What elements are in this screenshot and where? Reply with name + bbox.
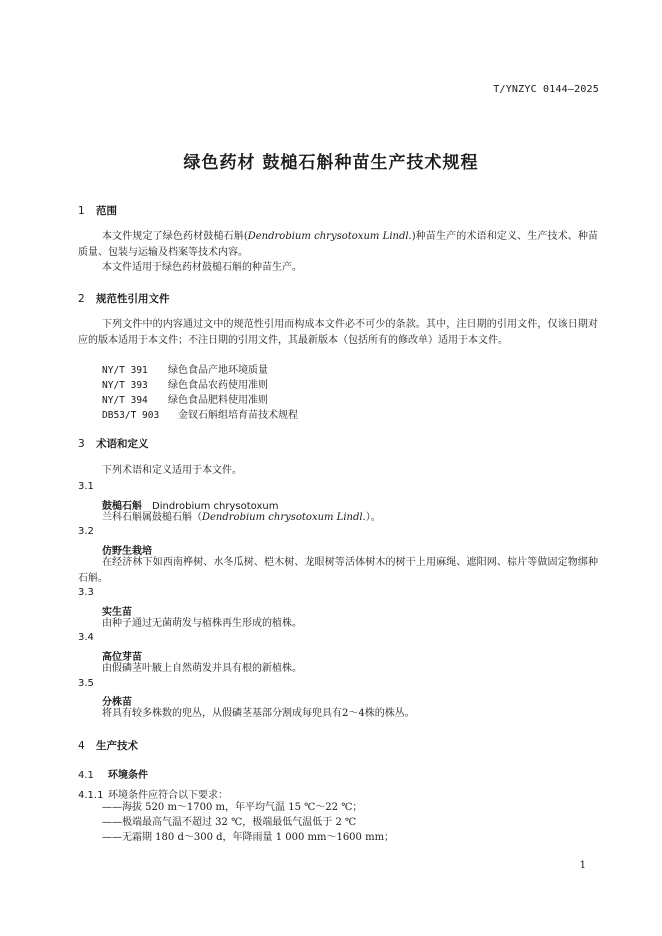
subsection-heading: 4.1 环境条件	[78, 770, 148, 781]
term-number: 3.2	[78, 526, 94, 537]
section-number: 2	[78, 293, 85, 305]
document-title: 绿色药材 鼓槌石斛种苗生产技术规程	[183, 153, 479, 173]
term-name: 分株苗	[102, 697, 132, 708]
page-number: 1	[579, 860, 586, 871]
term-number: 3.3	[78, 587, 94, 598]
term-name: 高位芽苗	[102, 652, 142, 663]
section-2-heading	[78, 291, 170, 306]
section-1-heading	[78, 203, 117, 218]
section-1-paragraph-1: 本文件规定了绿色药材鼓槌石斛(Dendrobium chrysotoxum Lindl.)种苗生产的术语和定义、生产技术、种苗质量、包装与运输及档案等技术内容。	[78, 231, 599, 258]
section-number: 4	[78, 740, 85, 752]
section-number: 3	[78, 438, 85, 450]
term-definition: 将具有较多株数的兜丛，从假磷茎基部分割成每兜具有2～4株的株丛。	[102, 708, 415, 719]
list-item: ——无霜期 180 d～300 d，年降雨量 1 000 mm～1600 mm；	[102, 832, 395, 843]
term-definition: 在经济林下如西南桦树、水冬瓜树、桤木树、龙眼树等活体树木的树干上用麻绳、遮阳网、棕片等做固定物绑种石斛。	[78, 557, 598, 584]
section-title: 范围	[96, 205, 117, 217]
section-title: 生产技术	[96, 740, 138, 752]
section-4-heading	[78, 738, 138, 753]
term-name: 鼓槌石斛 Dindrobium chrysotoxum	[102, 501, 279, 512]
section-3-heading	[78, 436, 149, 451]
section-title: 规范性引用文件	[96, 293, 170, 305]
list-item: ——极端最高气温不超过 32 ℃，极端最低气温低于 2 ℃	[102, 817, 357, 828]
term-number: 3.4	[78, 632, 94, 643]
section-2-paragraph: 下列文件中的内容通过文中的规范性引用而构成本文件必不可少的条款。其中，注日期的引用文件，仅该日期对应的版本适用于本文件；不注日期的引用文件，其最新版本（包括所有的修改单）适用于本文件。	[78, 319, 598, 346]
standard-code: T/YNZYC 0144—2025	[493, 84, 599, 95]
reference-item: NY/T 394 绿色食品肥料使用准则	[102, 395, 268, 406]
section-number: 1	[78, 205, 85, 217]
term-definition: 由假磷茎叶腋上自然萌发并具有根的新植株。	[102, 663, 302, 674]
latin-name: Dendrobium chrysotoxum Lindl.	[247, 231, 412, 242]
section-1-paragraph-2: 本文件适用于绿色药材鼓槌石斛的种苗生产。	[102, 262, 302, 273]
term-name: 实生苗	[102, 607, 132, 618]
term-definition: 由种子通过无菌萌发与植株再生形成的植株。	[102, 618, 302, 629]
term-number: 3.5	[78, 678, 94, 689]
latin-name: Dendrobium chrysotoxum Lindl.	[202, 512, 366, 523]
section-title: 术语和定义	[96, 438, 149, 450]
term-name: 仿野生栽培	[102, 546, 152, 557]
term-number: 3.1	[78, 481, 94, 492]
reference-item: NY/T 391 绿色食品产地环境质量	[102, 365, 268, 376]
reference-item: DB53/T 903 金钗石斛组培育苗技术规程	[102, 410, 298, 421]
reference-item: NY/T 393 绿色食品农药使用准则	[102, 380, 268, 391]
section-3-intro: 下列术语和定义适用于本文件。	[102, 465, 242, 476]
term-definition: 兰科石斛属鼓槌石斛（Dendrobium chrysotoxum Lindl.）。	[102, 512, 381, 523]
clause-heading: 4.1.1 环境条件应符合以下要求：	[78, 790, 228, 801]
list-item: ——海拔 520 m～1700 m，年平均气温 15 ℃～22 ℃；	[102, 802, 363, 813]
term-english-name: Dindrobium chrysotoxum	[152, 501, 279, 512]
